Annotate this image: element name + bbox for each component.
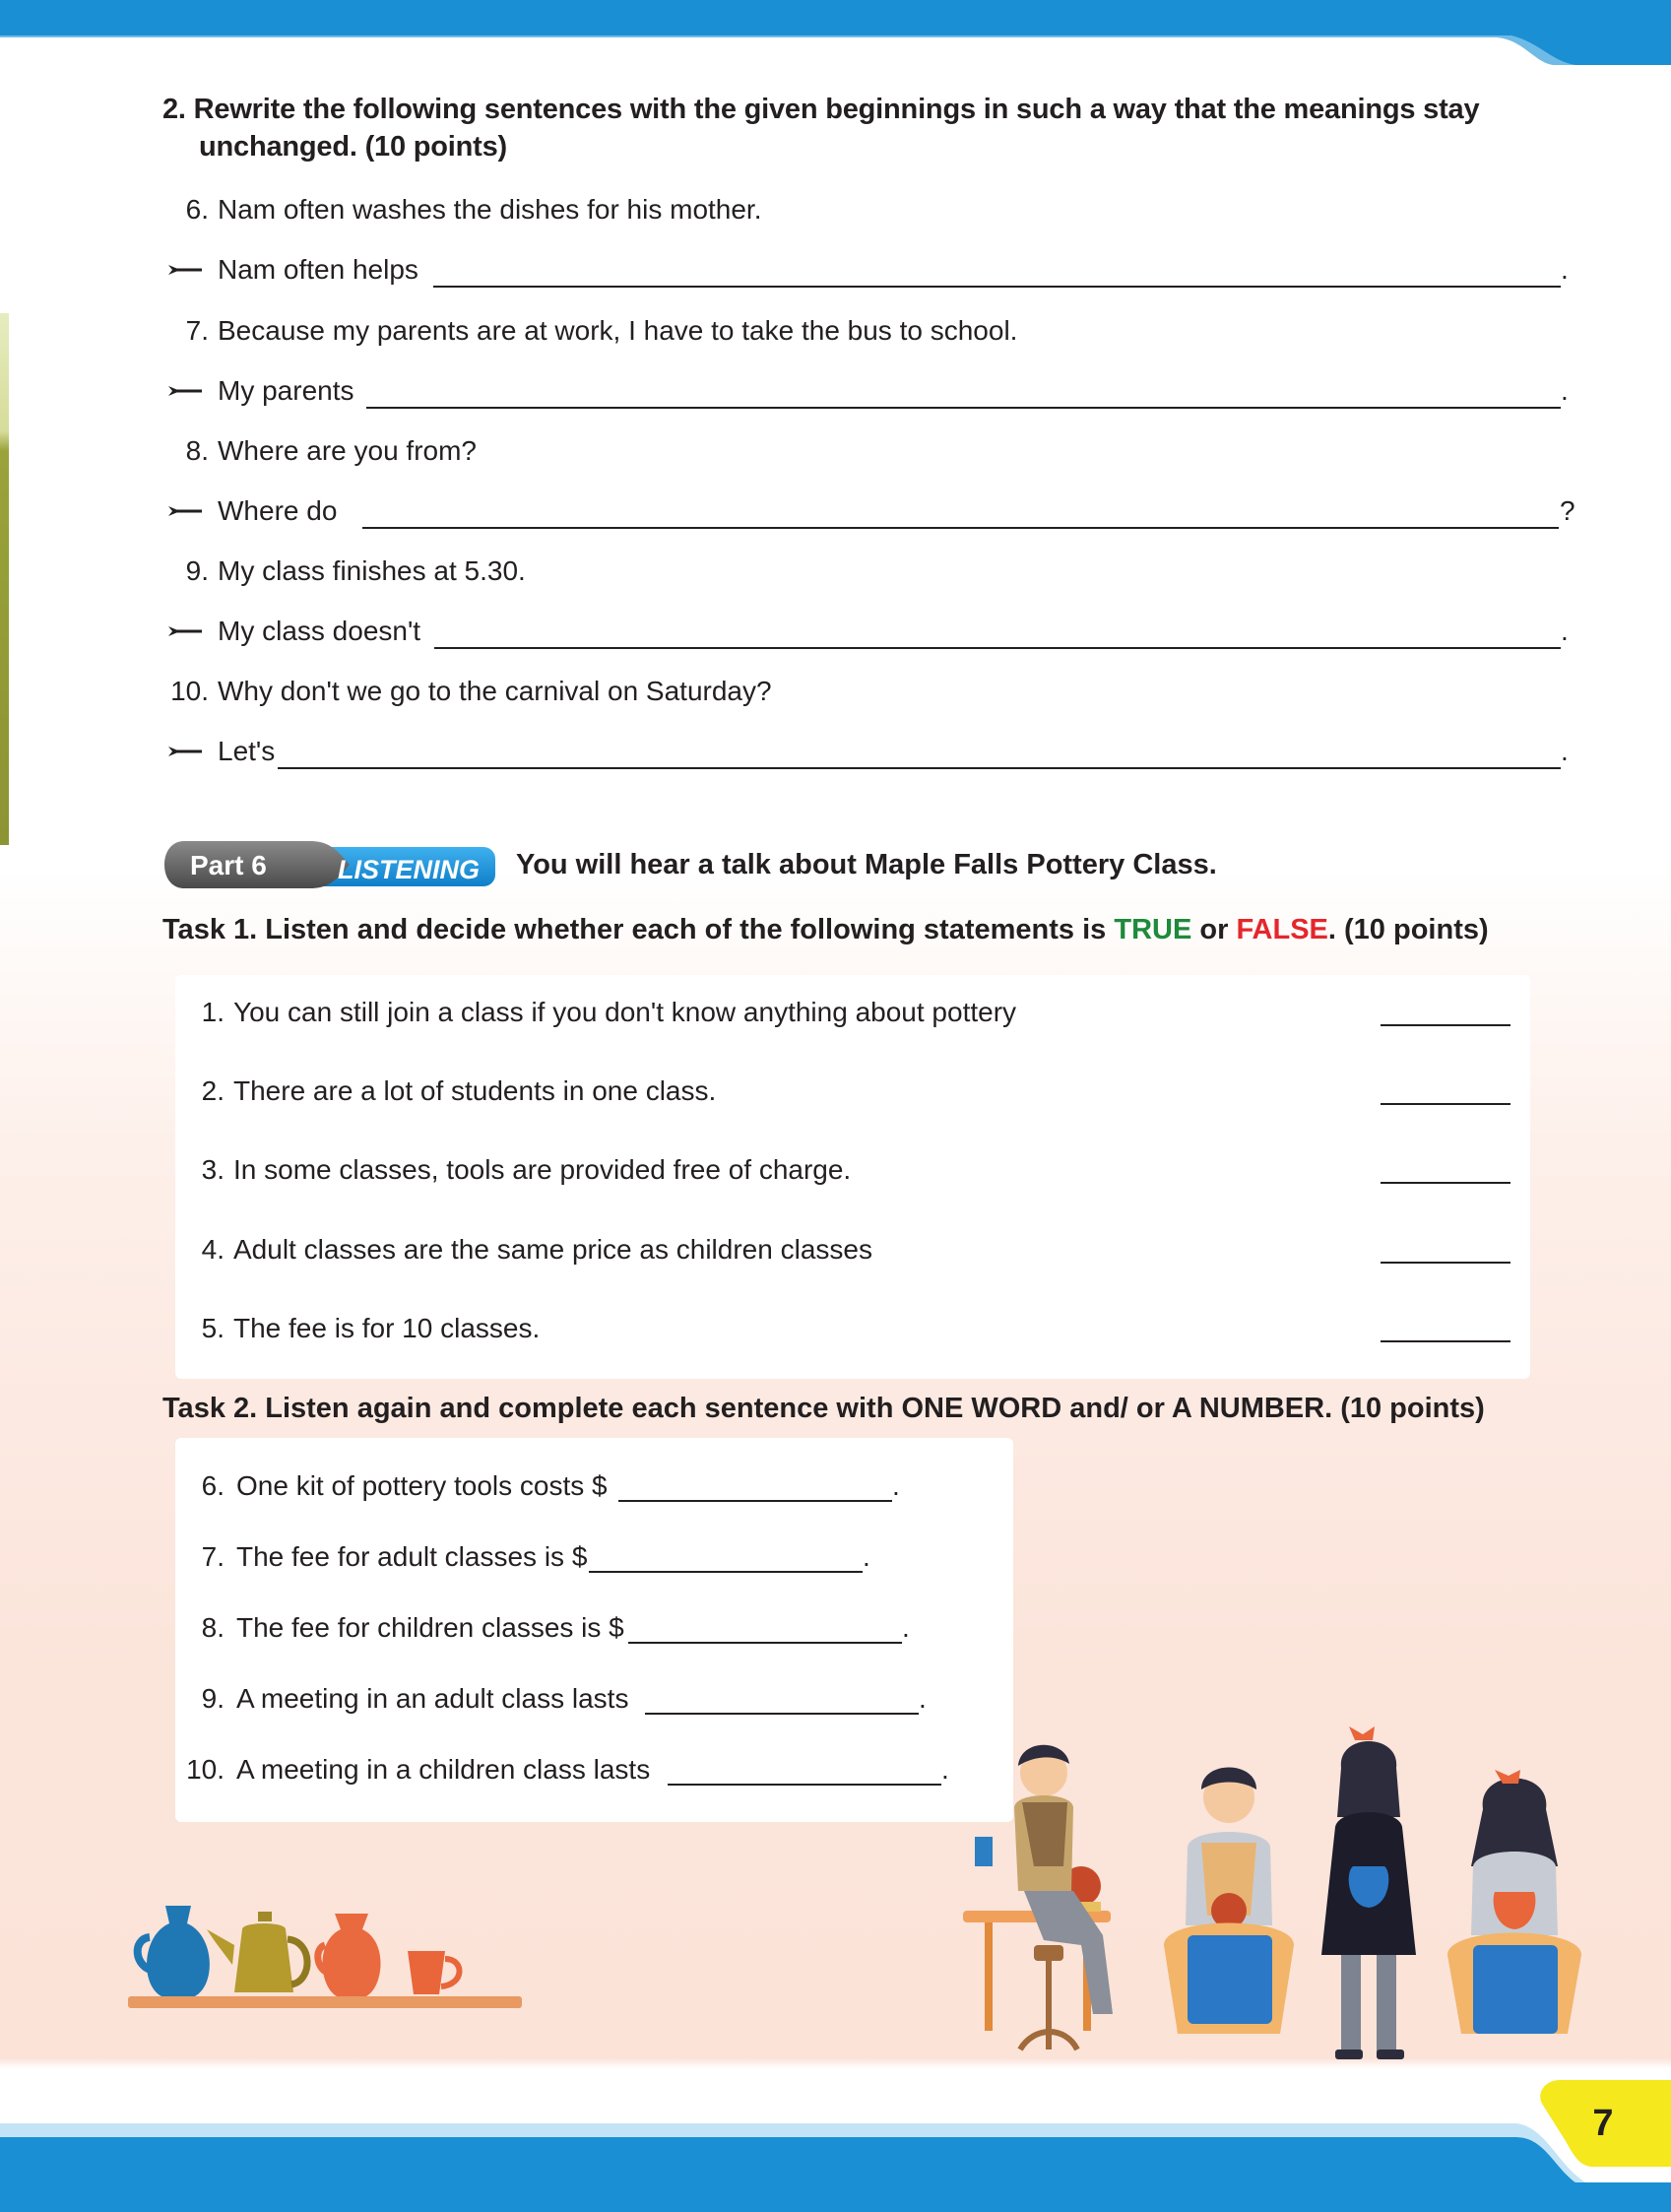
answer-line[interactable] (366, 407, 1561, 409)
bottom-footer-bar (0, 2098, 1671, 2212)
sentence-text: The fee for children classes is $ (236, 1612, 624, 1643)
answer-start-text: Let's (218, 736, 276, 766)
pottery-class-people-illustration (955, 1719, 1595, 2073)
false-word: FALSE (1236, 914, 1328, 945)
item-number: 3. (201, 1154, 225, 1185)
item-number: 5. (201, 1313, 225, 1343)
item-number: 6. (185, 194, 209, 225)
end-punctuation: . (941, 1754, 949, 1785)
girl-at-wheel (1447, 1770, 1581, 2034)
part-6-listening-badge (162, 839, 499, 890)
item-number: 2. (201, 1075, 225, 1106)
arrow-right-icon (168, 623, 202, 639)
arrow-right-icon (168, 383, 202, 399)
part-label: Part 6 (190, 850, 267, 880)
shelf-plank (128, 1996, 522, 2008)
end-punctuation: . (1561, 375, 1569, 406)
original-sentence: Where are you from? (218, 435, 477, 466)
sentence-text: A meeting in an adult class lasts (236, 1683, 629, 1714)
item-number: 8. (185, 435, 209, 466)
part-6-intro: You will hear a talk about Maple Falls Pottery Class. (516, 849, 1217, 880)
task-1-title (162, 914, 1489, 946)
answer-start-text: Nam often helps (218, 254, 418, 285)
answer-start-text: Where do (218, 495, 338, 526)
answer-line[interactable] (645, 1713, 919, 1715)
answer-line[interactable] (668, 1784, 941, 1786)
end-punctuation: . (902, 1612, 910, 1643)
answer-line[interactable] (1381, 1103, 1510, 1105)
statement-text: The fee is for 10 classes. (233, 1313, 541, 1343)
item-number: 9. (201, 1683, 225, 1714)
cup-icon (408, 1951, 460, 1994)
statement-text: Adult classes are the same price as children classes (233, 1234, 872, 1265)
original-sentence: Because my parents are at work, I have to take the bus to school. (218, 315, 1018, 346)
answer-start-text: My class doesn't (218, 616, 421, 646)
statement-text: There are a lot of students in one class. (233, 1075, 717, 1106)
end-punctuation: . (1561, 736, 1569, 766)
pottery-shelf-illustration (126, 1896, 530, 2014)
skill-label: LISTENING (338, 855, 481, 884)
item-number: 1. (201, 997, 225, 1027)
boy-at-wheel (1164, 1768, 1294, 2035)
answer-line[interactable] (278, 767, 1561, 769)
task-1-title-start: Task 1. Listen and decide whether each of the following statements is (162, 914, 1115, 945)
answer-line[interactable] (362, 527, 1559, 529)
sentence-text: A meeting in a children class lasts (236, 1754, 651, 1785)
exercise-2-heading-line2: unchanged. (10 points) (199, 131, 507, 163)
answer-line[interactable] (1381, 1024, 1510, 1026)
seated-man-at-wheel (963, 1745, 1113, 2049)
left-margin-accent (0, 313, 9, 845)
end-punctuation: . (892, 1470, 900, 1501)
arrow-right-icon (168, 262, 202, 278)
page-number: 7 (1592, 2103, 1614, 2144)
item-number: 7. (185, 315, 209, 346)
answer-line[interactable] (1381, 1182, 1510, 1184)
original-sentence: My class finishes at 5.30. (218, 555, 526, 586)
or-word: or (1191, 914, 1237, 945)
item-number: 9. (185, 555, 209, 586)
answer-line[interactable] (1381, 1262, 1510, 1264)
item-number: 7. (201, 1541, 225, 1572)
original-sentence: Why don't we go to the carnival on Saturday? (218, 676, 772, 706)
task-2-title: Task 2. Listen again and complete each sentence with ONE WORD and/ or A NUMBER. (10 points) (162, 1393, 1485, 1424)
answer-line[interactable] (1381, 1340, 1510, 1342)
end-punctuation: . (919, 1683, 927, 1714)
standing-girl-with-vase (1321, 1726, 1416, 2059)
answer-line[interactable] (434, 647, 1561, 649)
teapot-icon (207, 1912, 307, 1992)
sentence-text: The fee for adult classes is $ (236, 1541, 588, 1572)
answer-line[interactable] (433, 286, 1561, 288)
item-number: 8. (201, 1612, 225, 1643)
item-number: 10. (186, 1754, 225, 1785)
end-punctuation: . (863, 1541, 870, 1572)
answer-start-text: My parents (218, 375, 354, 406)
original-sentence: Nam often washes the dishes for his mother. (218, 194, 762, 225)
sentence-text: One kit of pottery tools costs $ (236, 1470, 608, 1501)
top-header-bar (0, 0, 1671, 65)
exercise-2-heading (162, 91, 1561, 165)
exercise-2-heading-line1: 2. Rewrite the following sentences with the given beginnings in such a way that the meanings stay (162, 94, 1480, 125)
true-word: TRUE (1114, 914, 1192, 945)
item-number: 6. (201, 1470, 225, 1501)
orange-vase-icon (318, 1914, 381, 1996)
task-1-title-end: . (10 points) (1327, 914, 1489, 945)
answer-line[interactable] (618, 1500, 892, 1502)
end-punctuation: . (1561, 616, 1569, 646)
arrow-right-icon (168, 744, 202, 759)
answer-line[interactable] (589, 1571, 863, 1573)
statement-text: You can still join a class if you don't know anything about pottery (233, 997, 1017, 1027)
end-punctuation: . (1561, 254, 1569, 285)
end-punctuation: ? (1560, 495, 1575, 526)
item-number: 4. (201, 1234, 225, 1265)
item-number: 10. (170, 676, 209, 706)
arrow-right-icon (168, 503, 202, 519)
statement-text: In some classes, tools are provided free of charge. (233, 1154, 852, 1185)
blue-jug-icon (138, 1906, 210, 1996)
answer-line[interactable] (628, 1642, 902, 1644)
